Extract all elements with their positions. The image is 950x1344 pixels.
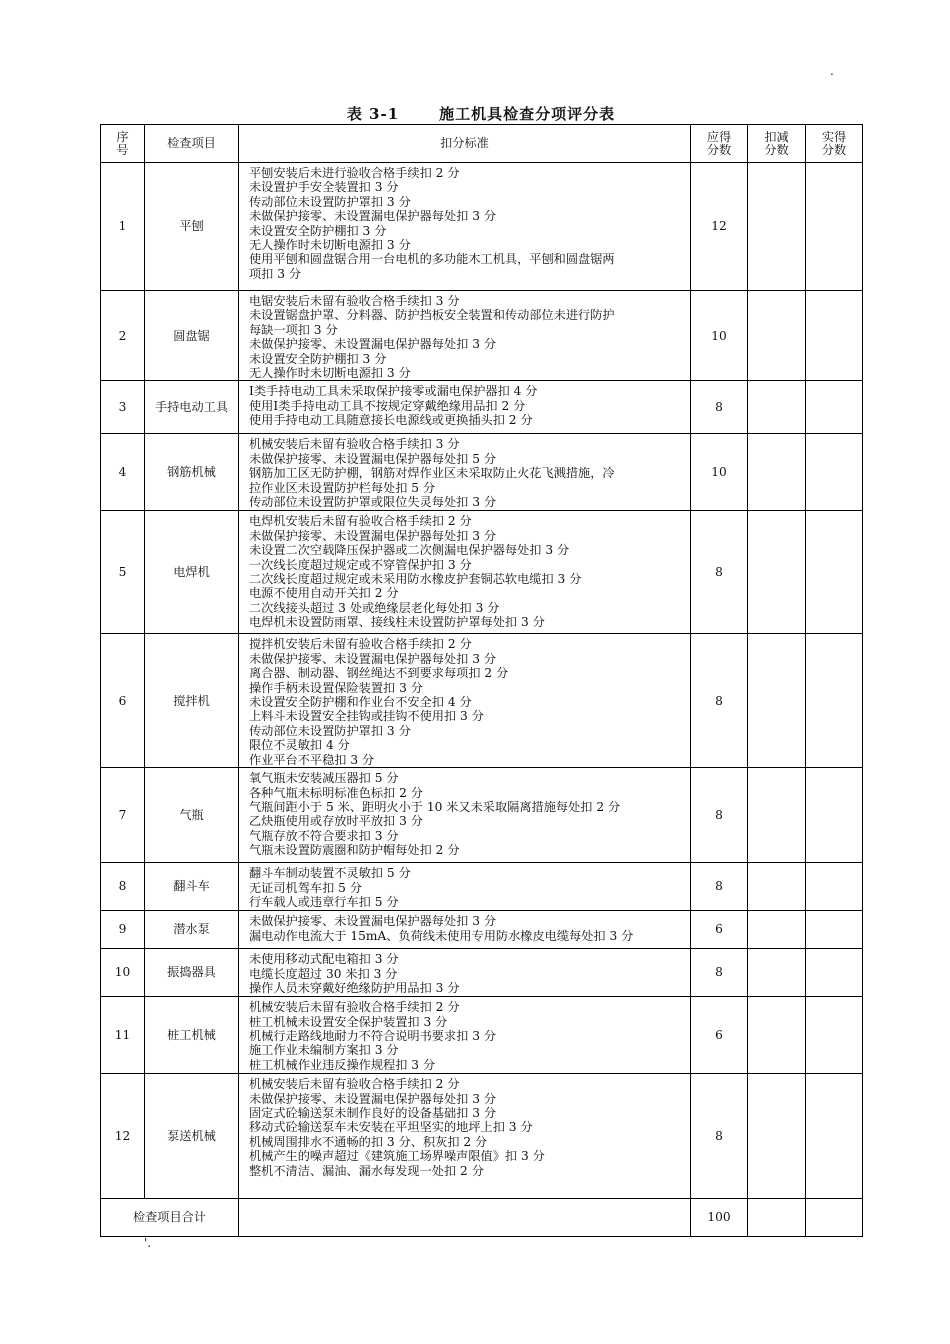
standard-line: 离合器、制动器、钢丝绳达不到要求每项扣 2 分 [249,666,509,681]
standard-line: 未做保护接零、未设置漏电保护器每处扣 3 分 [249,1091,497,1106]
standard-line: 整机不清洁、漏油、漏水每发现一处扣 2 分 [249,1163,484,1178]
row-due-score: 8 [691,949,748,997]
total-row [101,1199,863,1237]
standard-line: 无人操作时未切断电源扣 3 分 [249,238,411,253]
standard-line: 传动部位未设置防护罩或限位失灵每处扣 3 分 [249,495,497,510]
row-actual-score[interactable] [806,434,863,511]
standard-line: 桩工机械未设置安全保护装置扣 3 分 [249,1014,448,1029]
row-item: 振捣器具 [145,949,239,997]
standard-line: 电源不使用自动开关扣 2 分 [249,586,399,601]
row-item: 平刨 [145,163,239,291]
table-row [101,381,863,434]
row-deduct-score[interactable] [748,911,806,949]
standard-line: 上料斗未设置安全挂钩或挂钩不使用扣 3 分 [249,709,484,724]
table-row [101,511,863,634]
page-mark-bottom: '. [144,1236,152,1250]
standard-line: 机械安装后未留有验收合格手续扣 2 分 [249,1000,460,1015]
row-actual-score[interactable] [806,1074,863,1199]
row-seq: 10 [101,949,145,997]
row-deduct-score[interactable] [748,997,806,1074]
row-due-score: 8 [691,768,748,863]
row-seq: 12 [101,1074,145,1199]
total-score: 100 [691,1199,748,1237]
standard-line: 未使用移动式配电箱扣 3 分 [249,952,399,967]
row-due-score: 8 [691,863,748,911]
header-row [101,125,863,163]
row-actual-score[interactable] [806,381,863,434]
standard-line: 限位不灵敏扣 4 分 [249,738,350,753]
standard-line: 电缆长度超过 30 米扣 3 分 [249,966,398,981]
row-due-score: 6 [691,911,748,949]
row-seq: 3 [101,381,145,434]
standard-line: 漏电动作电流大于 15mA、负荷线未使用专用防水橡皮电缆每处扣 3 分 [249,928,634,943]
table-row [101,768,863,863]
standard-line: 搅拌机安装后未留有验收合格手续扣 2 分 [249,637,472,652]
table-row [101,997,863,1074]
standard-line: 无证司机驾车扣 5 分 [249,880,363,895]
row-due-score: 8 [691,511,748,634]
row-standard [239,949,691,997]
row-item: 桩工机械 [145,997,239,1074]
row-item: 圆盘锯 [145,291,239,381]
row-actual-score[interactable] [806,634,863,768]
row-standard [239,911,691,949]
row-deduct-score[interactable] [748,434,806,511]
row-deduct-score[interactable] [748,381,806,434]
row-actual-score[interactable] [806,768,863,863]
row-standard [239,163,691,291]
row-item: 钢筋机械 [145,434,239,511]
standard-line: 未做保护接零、未设置漏电保护器每处扣 3 分 [249,337,497,352]
row-due-score: 6 [691,997,748,1074]
standard-line: 气瓶存放不符合要求扣 3 分 [249,828,399,843]
standard-line: 桩工机械作业违反操作规程扣 3 分 [249,1057,436,1072]
standard-line: 每缺一项扣 3 分 [249,322,338,337]
row-seq: 9 [101,911,145,949]
standard-line: 未做保护接零、未设置漏电保护器每处扣 5 分 [249,451,497,466]
row-seq: 8 [101,863,145,911]
standard-line: 各种气瓶未标明标准色标扣 2 分 [249,785,423,800]
row-actual-score[interactable] [806,911,863,949]
row-actual-score[interactable] [806,949,863,997]
standard-line: 电焊机未设置防雨罩、接线柱未设置防护罩每处扣 3 分 [249,615,545,630]
standard-line: 机械安装后未留有验收合格手续扣 3 分 [249,437,460,452]
row-deduct-score[interactable] [748,291,806,381]
row-standard [239,768,691,863]
standard-line: 未做保护接零、未设置漏电保护器每处扣 3 分 [249,651,497,666]
row-deduct-score[interactable] [748,1074,806,1199]
standard-line: 项扣 3 分 [249,266,302,281]
row-standard [239,434,691,511]
standard-line: 一次线长度超过规定或不穿管保护扣 3 分 [249,557,472,572]
row-deduct-score[interactable] [748,863,806,911]
standard-line: 施工作业未编制方案扣 3 分 [249,1043,399,1058]
standard-line: 传动部位未设置防护罩扣 3 分 [249,723,411,738]
row-seq: 6 [101,634,145,768]
row-due-score: 8 [691,634,748,768]
standard-line: Ⅰ类手持电动工具未采取保护接零或漏电保护器扣 4 分 [249,384,538,399]
row-standard [239,511,691,634]
standard-line: 平刨安装后未进行验收合格手续扣 2 分 [249,166,460,180]
standard-line: 二次线长度超过规定或未采用防水橡皮护套铜芯软电缆扣 3 分 [249,572,582,587]
standard-line: 使用Ⅰ类手持电动工具不按规定穿戴绝缘用品扣 2 分 [249,398,526,413]
header-due-score: 应得 分数 [691,125,748,163]
table-row [101,434,863,511]
standard-line: 固定式砼输送泵未制作良好的设备基础扣 3 分 [249,1105,497,1120]
standard-line: 未做保护接零、未设置漏电保护器每处扣 3 分 [249,528,497,543]
standard-line: 机械行走路线地耐力不符合说明书要求扣 3 分 [249,1028,497,1043]
row-seq: 2 [101,291,145,381]
standard-line: 行车载人或违章行车扣 5 分 [249,894,399,909]
standard-line: 未设置二次空载降压保护器或二次侧漏电保护器每处扣 3 分 [249,543,570,558]
row-item: 翻斗车 [145,863,239,911]
standard-line: 未设置护手安全装置扣 3 分 [249,180,399,195]
standard-line: 电焊机安装后未留有验收合格手续扣 2 分 [249,514,472,529]
row-deduct-score[interactable] [748,163,806,291]
standard-line: 翻斗车制动装置不灵敏扣 5 分 [249,866,411,881]
row-deduct-score[interactable] [748,634,806,768]
row-standard [239,1074,691,1199]
header-item: 检查项目 [145,125,239,163]
standard-line: 传动部位未设置防护罩扣 3 分 [249,194,411,209]
standard-line: 乙炔瓶使用或存放时平放扣 3 分 [249,814,423,829]
standard-line: 无人操作时未切断电源扣 3 分 [249,366,411,381]
row-actual-score[interactable] [806,291,863,381]
row-item: 气瓶 [145,768,239,863]
standard-line: 拉作业区未设置防护栏每处扣 5 分 [249,480,436,495]
table-row [101,634,863,768]
row-due-score: 8 [691,1074,748,1199]
row-item: 手持电动工具 [145,381,239,434]
row-standard [239,863,691,911]
standard-line: 机械产生的噪声超过《建筑施工场界噪声限值》扣 3 分 [249,1149,545,1164]
row-deduct-score[interactable] [748,949,806,997]
standard-line: 未做保护接零、未设置漏电保护器每处扣 3 分 [249,914,497,929]
table-title [100,103,862,123]
header-seq: 序 号 [101,125,145,163]
row-actual-score[interactable] [806,997,863,1074]
row-actual-score[interactable] [806,511,863,634]
row-standard [239,291,691,381]
header-deduct-score: 扣减 分数 [748,125,806,163]
total-deduct-cell[interactable] [748,1199,806,1237]
standard-line: 未做保护接零、未设置漏电保护器每处扣 3 分 [249,209,497,224]
row-seq: 11 [101,997,145,1074]
standard-line: 作业平台不平稳扣 3 分 [249,752,375,767]
row-item: 电焊机 [145,511,239,634]
row-seq: 4 [101,434,145,511]
row-standard [239,634,691,768]
row-item: 泵送机械 [145,1074,239,1199]
standard-line: 机械周围排水不通畅的扣 3 分、积灰扣 2 分 [249,1134,488,1149]
total-label: 检查项目合计 [101,1199,239,1237]
row-deduct-score[interactable] [748,768,806,863]
row-due-score: 10 [691,291,748,381]
row-due-score: 12 [691,163,748,291]
standard-line: 钢筋加工区无防护棚，钢筋对焊作业区未采取防止火花飞溅措施，冷 [249,466,615,481]
table-row [101,163,863,291]
scoring-table [100,124,863,1237]
standard-line: 未设置安全防护棚扣 3 分 [249,223,387,238]
row-item: 搅拌机 [145,634,239,768]
total-standard-cell [239,1199,691,1237]
row-seq: 5 [101,511,145,634]
standard-line: 气瓶未设置防震圈和防护帽每处扣 2 分 [249,843,460,858]
standard-line: 移动式砼输送泵车未安装在平坦坚实的地坪上扣 3 分 [249,1120,533,1135]
table-row [101,863,863,911]
standard-line: 气瓶间距小于 5 米、距明火小于 10 米又未采取隔离措施每处扣 2 分 [249,799,621,814]
row-standard [239,381,691,434]
table-row [101,949,863,997]
table-row [101,291,863,381]
row-due-score: 8 [691,381,748,434]
row-seq: 7 [101,768,145,863]
standard-line: 使用手持电动工具随意接长电源线或更换插头扣 2 分 [249,413,533,428]
header-actual-score: 实得 分数 [806,125,863,163]
table-number: 表 3-1 [346,105,400,123]
standard-line: 未设置安全防护棚扣 3 分 [249,351,387,366]
row-actual-score[interactable] [806,863,863,911]
row-deduct-score[interactable] [748,511,806,634]
standard-line: 电锯安装后未留有验收合格手续扣 3 分 [249,294,460,308]
standard-line: 使用平刨和圆盘锯合用一台电机的多功能木工机具，平刨和圆盘锯两 [249,252,615,267]
standard-line: 操作人员未穿戴好绝缘防护用品扣 3 分 [249,980,460,995]
standard-line: 氧气瓶未安装减压器扣 5 分 [249,771,399,786]
table-row [101,911,863,949]
row-standard [239,997,691,1074]
page-mark-top: . [830,64,834,78]
row-actual-score[interactable] [806,163,863,291]
standard-line: 机械安装后未留有验收合格手续扣 2 分 [249,1077,460,1092]
row-item: 潜水泵 [145,911,239,949]
total-actual-cell[interactable] [806,1199,863,1237]
header-standard: 扣分标准 [239,125,691,163]
table-title-text: 施工机具检查分项评分表 [439,105,616,123]
standard-line: 未设置安全防护棚和作业台不安全扣 4 分 [249,695,472,710]
row-due-score: 10 [691,434,748,511]
standard-line: 二次线接头超过 3 处或绝缘层老化每处扣 3 分 [249,600,500,615]
table-row [101,1074,863,1199]
standard-line: 操作手柄未设置保险装置扣 3 分 [249,680,423,695]
standard-line: 未设置锯盘护罩、分料器、防护挡板安全装置和传动部位未进行防护 [249,308,615,323]
row-seq: 1 [101,163,145,291]
